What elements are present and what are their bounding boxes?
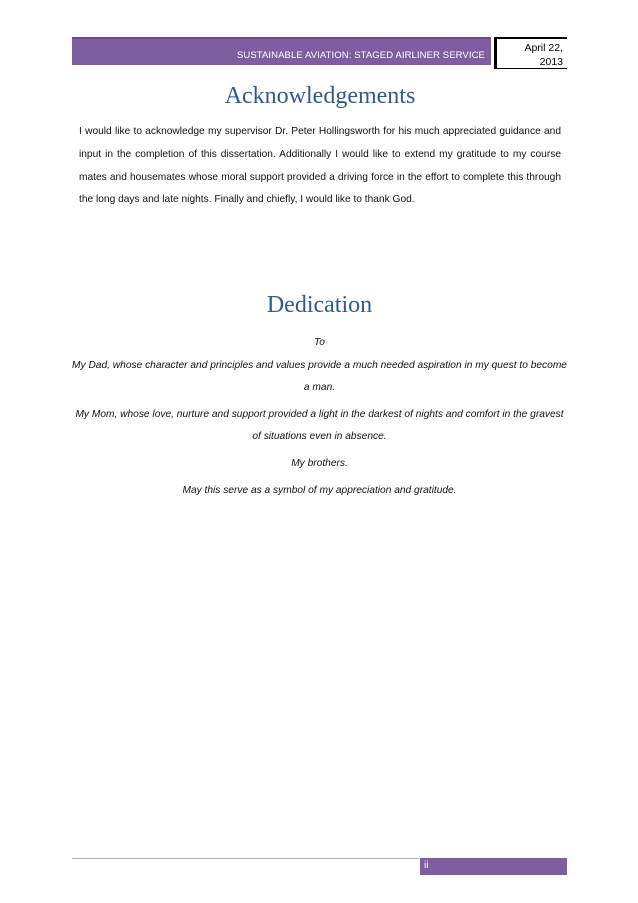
header-date-corner	[494, 39, 497, 69]
header-title: SUSTAINABLE AVIATION: STAGED AIRLINER SERVICE	[236, 50, 485, 61]
dedication-to: To	[314, 337, 325, 348]
dedication-closing: May this serve as a symbol of my appreciation and gratitude.	[182, 484, 457, 496]
acknowledgements-heading: Acknowledgements	[224, 83, 416, 109]
header-date	[524, 41, 563, 69]
footer-band	[420, 858, 567, 875]
header-band	[72, 37, 491, 65]
footer-rule	[72, 858, 419, 859]
dedication-body	[72, 332, 567, 506]
dedication-mom: My Mom, whose love, nurture and support provided a light in the darkest of nights and comfort in the gravest of situations even in absence.	[75, 408, 564, 443]
page-number: ii	[424, 860, 429, 871]
dedication-brothers: My brothers.	[291, 457, 348, 469]
acknowledgements-text: I would like to acknowledge my supervisor Dr. Peter Hollingsworth for his much appreciated guidance and input in the completion of this dissertation. Additionally I would like to extend my gratitude to my course mates and housemates whose moral support provided a driving force in the effort to complete this through the long days and late nights. Finally and chiefly, I would like to thank God.	[79, 126, 561, 206]
header-date-line1: April 22,	[524, 42, 563, 54]
dedication-dad: My Dad, whose character and principles and values provide a much needed aspiration in my quest to become a man.	[72, 359, 567, 394]
page-footer	[72, 858, 567, 874]
dedication-heading: Dedication	[266, 292, 373, 318]
header-date-box	[494, 37, 567, 69]
page-header	[72, 37, 567, 69]
header-date-line2: 2013	[539, 56, 563, 68]
